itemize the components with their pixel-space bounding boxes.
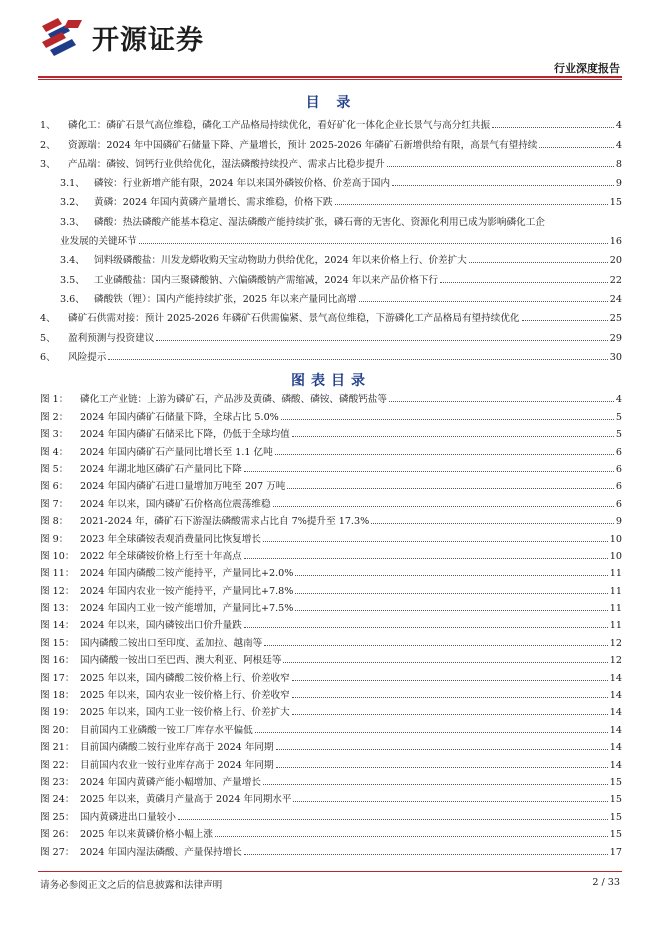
toc-entry[interactable]	[40, 170, 622, 189]
dot-leader	[371, 523, 614, 524]
toc-entry-title: 黄磷：2024 年国内黄磷产量增长、需求维稳，价格下跌	[94, 197, 333, 209]
figure-entry[interactable]	[40, 492, 622, 509]
figure-entry[interactable]	[40, 458, 622, 475]
figure-entry-title: 2024 年以来，国内磷矿石价格高位震荡维稳	[80, 498, 271, 510]
dot-leader	[139, 243, 608, 244]
dot-leader	[244, 471, 614, 472]
dot-leader	[264, 645, 608, 646]
figure-entry-number: 图 20：	[40, 724, 75, 736]
toc-entry[interactable]	[40, 266, 622, 285]
figure-entry[interactable]	[40, 597, 622, 614]
figure-entry[interactable]	[40, 840, 622, 857]
figure-entry[interactable]	[40, 510, 622, 527]
dot-leader	[522, 320, 608, 321]
figure-entry-number: 图 16：	[40, 655, 75, 667]
figure-entry-page: 11	[609, 603, 622, 615]
dot-leader	[281, 419, 614, 420]
figure-entry-number: 图 24：	[40, 794, 75, 806]
figure-entry[interactable]	[40, 405, 622, 422]
toc-entry-number: 2、	[40, 139, 56, 151]
figure-entry-title: 国内磷酸二铵出口至印度、孟加拉、越南等	[80, 637, 263, 649]
toc-entry-number: 3.6、	[60, 293, 85, 305]
figure-entry-title: 2024 年以来，国内磷铵出口价升量跌	[80, 620, 242, 632]
figure-entry-title: 国内磷酸一铵出口至巴西、澳大利亚、阿根廷等	[80, 655, 282, 667]
figure-entry[interactable]	[40, 631, 622, 648]
figure-entry-page: 15	[609, 811, 622, 823]
toc-entry-title: 盈利预测与投资建议	[68, 332, 155, 344]
toc-entry-page: 8	[615, 158, 622, 170]
toc-entry-page: 24	[609, 293, 622, 305]
figure-entry-title: 2024 年国内磷矿石产量同比增长至 1.1 亿吨	[80, 446, 273, 458]
figure-entry-page: 6	[615, 446, 622, 458]
figure-entry-number: 图 4：	[40, 446, 69, 458]
dot-leader	[178, 819, 608, 820]
figure-entry-page: 10	[609, 533, 622, 545]
toc-entry-title: 磷化工：磷矿石景气高位维稳，磷化工产品格局持续优化，看好矿化一体化企业长景气与高分红共振	[68, 120, 491, 132]
toc-entry[interactable]	[40, 286, 622, 305]
toc-entry[interactable]	[40, 305, 622, 324]
toc-entry-title: 产品端：磷铵、饲钙行业供给优化，湿法磷酸持续投产、需求占比稳步提升	[68, 158, 385, 170]
figure-entry[interactable]	[40, 718, 622, 735]
figure-entry-number: 图 10：	[40, 550, 75, 562]
figures-title: 图表目录	[291, 373, 371, 389]
toc-entry-title: 磷酸铁（锂）：国内产能持续扩张，2025 年以来产量同比高增	[94, 293, 357, 305]
dot-leader	[539, 147, 614, 148]
figure-entry-page: 17	[609, 846, 622, 858]
figure-entry-title: 2025 年以来黄磷价格小幅上涨	[80, 829, 213, 841]
figure-entry-title: 2024 年国内磷矿石储量下降，全球占比 5.0%	[80, 411, 279, 423]
figure-entry-page: 12	[609, 637, 622, 649]
toc-entry[interactable]	[40, 344, 622, 363]
figure-entry[interactable]	[40, 753, 622, 770]
figure-entry-title: 2024 年国内磷矿石储采比下降，仍低于全球均值	[80, 429, 290, 441]
figure-entry[interactable]	[40, 388, 622, 405]
figure-entry[interactable]	[40, 684, 622, 701]
dot-leader	[469, 262, 608, 263]
figure-entry-number: 图 11：	[40, 568, 75, 580]
figure-entry-page: 15	[609, 794, 622, 806]
dot-leader	[295, 593, 607, 594]
figure-entry[interactable]	[40, 440, 622, 457]
toc-entry-number: 3.4、	[60, 255, 85, 267]
toc-entry[interactable]	[40, 189, 622, 208]
figure-entry-title: 2021-2024 年，磷矿石下游湿法磷酸需求占比自 7%提升至 17.3%	[80, 516, 370, 528]
figure-entry-title: 2024 年国内磷酸二铵产能持平，产量同比+2.0%	[80, 568, 294, 580]
figure-entry[interactable]	[40, 805, 622, 822]
toc-entry[interactable]	[40, 247, 622, 266]
figure-entry-number: 图 12：	[40, 585, 75, 597]
dot-leader	[108, 359, 607, 360]
dot-leader	[287, 488, 614, 489]
dot-leader	[276, 767, 608, 768]
figure-entry-title: 磷化工产业链：上游为磷矿石，产品涉及黄磷、磷酸、磷铵、磷酸钙盐等	[80, 394, 387, 406]
dot-leader	[440, 282, 608, 283]
toc-entry-page: 4	[615, 120, 622, 132]
toc-entry-number: 3.2、	[60, 197, 85, 209]
figure-entry-page: 15	[609, 829, 622, 841]
dot-leader	[244, 627, 608, 628]
figure-entry-title: 2025 年以来，黄磷月产量高于 2024 年同期水平	[80, 794, 292, 806]
figure-entry[interactable]	[40, 736, 622, 753]
figure-entry[interactable]	[40, 701, 622, 718]
figure-entry-number: 图 13：	[40, 603, 75, 615]
figure-entry-title: 2025 年以来，国内农业一铵价格上行、价差收窄	[80, 690, 290, 702]
figure-entry-page: 12	[609, 655, 622, 667]
dot-leader	[293, 801, 607, 802]
dot-leader	[389, 401, 614, 402]
figure-entry[interactable]	[40, 649, 622, 666]
table-of-contents	[40, 112, 622, 363]
figure-entry[interactable]	[40, 788, 622, 805]
toc-entry-title: 工业磷酸盐：国内三聚磷酸钠、六偏磷酸钠产需缩减，2024 年以来产品价格下行	[94, 274, 439, 286]
dot-leader	[392, 185, 614, 186]
dot-leader	[387, 166, 614, 167]
toc-entry-page: 15	[609, 197, 622, 209]
dot-leader	[283, 662, 607, 663]
toc-entry-page: 25	[609, 313, 622, 325]
figure-entry-title: 2024 年国内黄磷产能小幅增加、产量增长	[80, 776, 261, 788]
company-logo	[38, 16, 204, 58]
figure-entry-page: 4	[615, 394, 622, 406]
figure-entry-number: 图 1：	[40, 394, 69, 406]
figure-entry-page: 11	[609, 620, 622, 632]
figure-entry-number: 图 7：	[40, 498, 69, 510]
dot-leader	[292, 697, 608, 698]
footer-divider	[38, 871, 622, 872]
figure-entry-number: 图 6：	[40, 481, 69, 493]
company-logo-icon	[38, 16, 86, 58]
figure-entry-title: 2024 年国内工业一铵产能增加，产量同比+7.5%	[80, 603, 294, 615]
toc-entry[interactable]	[40, 208, 622, 247]
header-divider	[38, 76, 622, 78]
figure-entry-title: 2023 年全球磷铵表观消费量同比恢复增长	[80, 533, 261, 545]
figure-entry-number: 图 22：	[40, 759, 75, 771]
figure-entry-number: 图 21：	[40, 742, 75, 754]
toc-entry-page: 30	[609, 351, 622, 363]
figure-entry-title: 目前国内磷酸二铵行业库存高于 2024 年同期	[80, 742, 274, 754]
figure-entry-page: 5	[615, 411, 622, 423]
page-header	[0, 0, 662, 80]
figure-entry-title: 2024 年国内农业一铵产能持平，产量同比+7.8%	[80, 585, 294, 597]
figure-list	[40, 388, 622, 858]
toc-entry[interactable]	[40, 112, 622, 131]
toc-title: 目 录	[305, 95, 357, 111]
dot-leader	[263, 784, 608, 785]
toc-entry-page: 29	[609, 332, 622, 344]
company-name: 开源证券	[92, 24, 204, 56]
dot-leader	[292, 680, 608, 681]
toc-entry-page: 16	[609, 236, 622, 248]
toc-entry-number: 3、	[40, 158, 56, 170]
figure-entry-page: 11	[609, 585, 622, 597]
figure-entry-number: 图 23：	[40, 776, 75, 788]
figure-entry-number: 图 18：	[40, 690, 75, 702]
dot-leader	[275, 454, 614, 455]
figure-entry-title: 目前国内工业磷酸一铵工厂库存水平偏低	[80, 724, 253, 736]
figure-entry-number: 图 2：	[40, 411, 69, 423]
figure-entry[interactable]	[40, 666, 622, 683]
figure-entry-title: 2024 年国内磷矿石进口量增加万吨至 207 万吨	[80, 481, 286, 493]
figure-entry[interactable]	[40, 545, 622, 562]
figure-entry-title: 2025 年以来，国内工业一铵价格上行、价差扩大	[80, 707, 290, 719]
toc-entry-number: 4、	[40, 313, 56, 325]
dot-leader	[263, 541, 608, 542]
dot-leader	[273, 506, 614, 507]
toc-entry-title: 饲料级磷酸盐：川发龙蟒收购天宝动物助力供给优化，2024 年以来价格上行、价差扩大	[94, 255, 467, 267]
dot-leader	[295, 575, 607, 576]
figure-entry-page: 15	[609, 776, 622, 788]
dot-leader	[492, 127, 614, 128]
figure-entry-number: 图 8：	[40, 516, 69, 528]
figure-entry-title: 2025 年以来，国内磷酸二铵价格上行、价差收窄	[80, 672, 290, 684]
figure-entry-page: 14	[609, 759, 622, 771]
report-type-label: 行业深度报告	[554, 62, 620, 75]
dot-leader	[276, 749, 608, 750]
figure-entry-number: 图 25：	[40, 811, 75, 823]
figure-entry-number: 图 27：	[40, 846, 75, 858]
figure-entry[interactable]	[40, 562, 622, 579]
figure-entry-title: 2022 年全球磷铵价格上行至十年高点	[80, 550, 242, 562]
figure-entry-number: 图 3：	[40, 429, 69, 441]
toc-entry-number: 3.3、	[60, 216, 85, 228]
figure-entry[interactable]	[40, 771, 622, 788]
figure-entry-page: 11	[609, 568, 622, 580]
toc-entry[interactable]	[40, 131, 622, 150]
toc-entry-title: 风险提示	[68, 351, 107, 363]
figure-entry-title: 2024 年国内湿法磷酸、产量保持增长	[80, 846, 242, 858]
footer-disclaimer: 请务必参阅正文之后的信息披露和法律声明	[40, 880, 223, 891]
dot-leader	[335, 204, 608, 205]
toc-entry-number: 3.5、	[60, 274, 85, 286]
figure-entry-number: 图 14：	[40, 620, 75, 632]
dot-leader	[215, 836, 608, 837]
toc-entry-number: 5、	[40, 332, 56, 344]
toc-entry-title-cont: 业发展的关键环节	[60, 236, 137, 248]
dot-leader	[359, 301, 608, 302]
figure-entry-page: 10	[609, 550, 622, 562]
figure-entry-number: 图 15：	[40, 637, 75, 649]
dot-leader	[292, 714, 608, 715]
figure-entry-page: 14	[609, 690, 622, 702]
figure-entry-page: 6	[615, 481, 622, 493]
figure-entry-title: 国内黄磷进出口量较小	[80, 811, 176, 823]
figure-entry-page: 14	[609, 707, 622, 719]
figure-entry[interactable]	[40, 527, 622, 544]
dot-leader	[156, 340, 607, 341]
toc-entry-page: 9	[615, 178, 622, 190]
figure-entry-page: 6	[615, 498, 622, 510]
dot-leader	[244, 558, 608, 559]
figure-entry-number: 图 26：	[40, 829, 75, 841]
toc-entry-title: 磷矿石供需对接：预计 2025-2026 年磷矿石供需偏紧、景气高位维稳，下游磷化工产品格局有望持续优化	[68, 313, 520, 325]
header-divider-thin	[38, 79, 622, 80]
figure-entry-number: 图 17：	[40, 672, 75, 684]
toc-entry-number: 6、	[40, 351, 56, 363]
dot-leader	[292, 436, 614, 437]
toc-entry[interactable]	[40, 324, 622, 343]
toc-entry-page: 20	[609, 255, 622, 267]
figure-entry[interactable]	[40, 579, 622, 596]
figure-entry-page: 14	[609, 742, 622, 754]
toc-entry-title: 磷酸：热法磷酸产能基本稳定、湿法磷酸产能持续扩张，磷石膏的无害化、资源化利用已成为影响磷化工企	[94, 216, 545, 228]
figure-entry-page: 14	[609, 672, 622, 684]
toc-entry-number: 1、	[40, 120, 56, 132]
figure-entry-number: 图 19：	[40, 707, 75, 719]
figure-entry-page: 5	[615, 429, 622, 441]
toc-entry-title: 资源端：2024 年中国磷矿石储量下降、产量增长，预计 2025-2026 年磷矿石新增供给有限，高景气有望持续	[68, 139, 538, 151]
toc-entry-page: 4	[615, 139, 622, 151]
figure-entry-title: 2024 年湖北地区磷矿石产量同比下降	[80, 463, 242, 475]
dot-leader	[295, 610, 607, 611]
figure-entry[interactable]	[40, 614, 622, 631]
figure-entry-page: 9	[615, 516, 622, 528]
figure-entry-page: 14	[609, 724, 622, 736]
figure-entry-number: 图 5：	[40, 463, 69, 475]
figure-entry[interactable]	[40, 823, 622, 840]
figure-entry-page: 6	[615, 463, 622, 475]
toc-entry-number: 3.1、	[60, 178, 85, 190]
figure-entry-title: 目前国内农业一铵行业库存高于 2024 年同期	[80, 759, 274, 771]
dot-leader	[255, 732, 608, 733]
toc-entry-page: 22	[609, 274, 622, 286]
toc-entry[interactable]	[40, 151, 622, 170]
toc-entry-title: 磷铵：行业新增产能有限，2024 年以来国外磷铵价格、价差高于国内	[94, 178, 391, 190]
figure-entry[interactable]	[40, 423, 622, 440]
dot-leader	[244, 854, 608, 855]
figure-entry[interactable]	[40, 475, 622, 492]
figure-entry-number: 图 9：	[40, 533, 69, 545]
page-number: 2 / 33	[592, 877, 620, 888]
